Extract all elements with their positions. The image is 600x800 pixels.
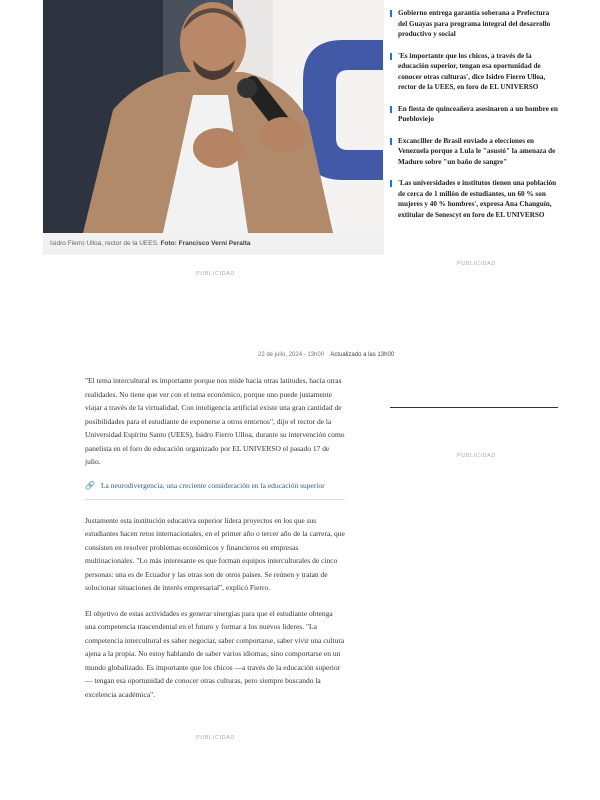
article-body [85, 374, 345, 713]
sidebar-most-read [390, 8, 560, 231]
photo-caption [50, 240, 251, 247]
publish-date: 22 de julio, 2024 - 13h00 [258, 352, 325, 358]
ad-label: PUBLICIDAD [196, 271, 236, 277]
ad-label: PUBLICIDAD [457, 261, 497, 267]
article-dateline [258, 352, 394, 358]
link-icon: 🔗 [85, 480, 95, 490]
caption-credit: Foto: Francisco Verni Peralta [160, 240, 251, 247]
related-article-title[interactable]: La neurodivergencia, una creciente consideración en la educación superior [100, 480, 325, 490]
updated-time: Actualizado a las 13h00 [330, 352, 395, 358]
sidebar-headline[interactable]: 'Es importante que los chicos, a través de la educación superior, tengan esa oportunidad de conocer otras culturas', dice Isidro Fierro Ulloa, rector de la UEES, en foro de EL UNIVERSO [390, 51, 560, 93]
sidebar-headline[interactable]: Gobierno entrega garantía soberana a Prefectura del Guayas para programa integral del desarrollo productivo y social [390, 8, 560, 40]
ad-label: PUBLICIDAD [196, 735, 236, 741]
article-paragraph: Justamente esta institución educativa superior lidera proyectos en los que sus estudiantes hacen retos internacionales, en el primer año o tercer año de la carrera, que consisten en resolver problemas económicos y financieros en empresas multinacionales. "Lo más interesante es que forman equipos interculturales de cinco personas: una es de Ecuador y las otras son de otros países. Se reúnen y tratan de solucionar situaciones de interés empresarial", explicó Fierro. [85, 515, 345, 592]
caption-text: Isidro Fierro Ulloa, rector de la UEES. [50, 240, 159, 247]
sidebar-divider [390, 407, 558, 408]
article-paragraph: "El tema intercultural es importante porque nos mide hacia otras latitudes, hacia otras realidades. No tiene que ver con el tema económico, porque uno puede justamente viajar a través de la virtualidad. Con inteligencia artificial existe una gran cantidad de posibilidades para el estudiante de exponerse a otros entornos", dijo el rector de la Universidad Espíritu Santo (UEES), Isidro Fierro Ulloa, durante su intervención como panelista en el foro de educación organizado por EL UNIVERSO el pasado 17 de julio. [85, 376, 345, 466]
article-photo[interactable] [43, 0, 384, 233]
photo-card [43, 0, 384, 255]
sidebar-headline[interactable]: Excanciller de Brasil enviado a elecciones en Venezuela porque a Lula le "asustó" la amenaza de Maduro sobre "un baño de sangre" [390, 136, 560, 168]
sidebar-headline[interactable]: En fiesta de quinceañera asesinaron a un hombre en Puebloviejo [390, 104, 560, 125]
related-article-link[interactable] [85, 481, 345, 500]
sidebar-headline[interactable]: 'Las universidades e institutos tienen una población de cerca de 1 millón de estudiantes, un 60 % son mujeres y 40 % hombres', expresa Ana Changuín, extitular de Senescyt en foro de EL UNIVERSO [390, 178, 560, 220]
ad-label: PUBLICIDAD [457, 453, 497, 459]
article-paragraph: El objetivo de estas actividades es generar sinergias para que el estudiante obtenga una competencia trascendental en el futuro y formar a los nuevos líderes. "La competencia intercultural es saber negociar, saber comportarse, saber vivir una cultura ajena a la propia. No estoy hablando de saber varios idiomas, sino comportarse en un mundo globalizado. Es importante que los chicos —a través de la educación superior— tengan esa oportunidad de conocer otras culturas, pero siempre buscando la excelencia académica". [85, 608, 345, 699]
